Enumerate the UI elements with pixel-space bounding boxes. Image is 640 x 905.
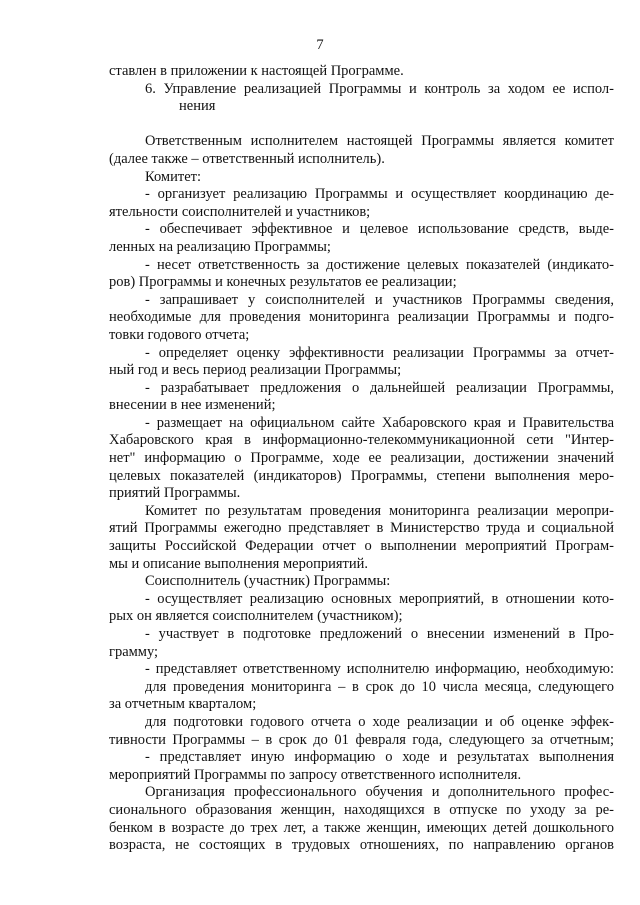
text-line: целевых показателей (индикаторов) Программы, степени выполнения меро- [109,467,614,484]
text-line: необходимые для проведения мониторинга реализации Программы и подго- [109,309,614,326]
text-line: для подготовки годового отчета о ходе реализации и об оценке эффек- [145,713,614,730]
text-line: - участвует в подготовке предложений о внесении изменений в Про- [145,626,614,642]
text-line: тивности Программы – в срок до 01 февраля года, следующего за отчетным; [109,731,614,748]
text-line: - представляет иную информацию о ходе и результатах выполнения [145,749,614,766]
text-line: мы и описание выполнения мероприятий. [109,555,369,572]
text-line: - обеспечивает эффективное и целевое использование средств, выде- [145,221,614,238]
text-line: грамму; [109,643,159,660]
text-line: 6. Управление реализацией Программы и контроль за ходом ее испол- [145,80,614,97]
text-line: - представляет ответственному исполнителю информацию, необходимую: [145,661,614,678]
document-body [109,63,614,855]
text-line: ленных на реализацию Программы; [109,238,331,255]
text-line: ров) Программы и конечных результатов ее реализации; [109,274,457,291]
text-line: Организация профессионального обучения и дополнительного профес- [145,784,614,801]
text-line: для проведения мониторинга – в срок до 10 числа месяца, следующего [145,678,614,695]
text-line: ятий Программы ежегодно представляет в Министерство труда и социальной [109,520,614,537]
text-line: Комитет: [145,168,201,185]
text-line: - запрашивает у соисполнителей и участников Программы сведения, [145,291,614,308]
text-line: - осуществляет реализацию основных мероприятий, в отношении кото- [145,590,614,607]
text-line: ставлен в приложении к настоящей Программе. [109,63,404,79]
text-line [109,116,614,134]
text-line: Соисполнитель (участник) Программы: [145,573,391,590]
text-line: возраста, не состоящих в трудовых отношениях, по направлению органов [109,837,614,854]
text-line: - разрабатывает предложения о дальнейшей реализации Программы, [145,379,614,396]
text-line: мероприятий Программы по запросу ответственного исполнителя. [109,766,522,783]
text-line: нения [179,98,216,115]
text-line: сионального образования женщин, находящихся в отпуске по уходу за ре- [109,801,614,818]
text-line: Комитет по результатам проведения мониторинга реализации меропри- [145,502,614,519]
text-line: товки годового отчета; [109,326,250,343]
text-line: - организует реализацию Программы и осуществляет координацию де- [145,186,614,203]
text-line: защиты Российской Федерации отчет о выполнении мероприятий Програм- [109,538,614,555]
text-line: - определяет оценку эффективности реализации Программы за отчет- [145,344,614,361]
text-line: (далее также – ответственный исполнитель). [109,150,385,167]
text-line: ный год и весь период реализации Программы; [109,362,402,379]
text-line: - несет ответственность за достижение целевых показателей (индикато- [145,256,614,273]
text-line: внесении в нее изменений; [109,397,276,414]
text-line: за отчетным кварталом; [109,696,257,713]
text-line: нет" информацию о Программе, ходе ее реализации, достижении значений [109,450,614,467]
text-line: ятельности соисполнителей и участников; [109,203,371,220]
text-line: Хабаровского края в информационно-телекоммуникационной сети "Интер- [109,432,614,449]
page-number: 7 [316,37,324,53]
text-line: - размещает на официальном сайте Хабаровского края и Правительства [145,414,614,431]
text-line: бенком в возрасте до трех лет, а также женщин, имеющих детей дошкольного [109,819,614,836]
text-line: Ответственным исполнителем настоящей Программы является комитет [145,133,614,150]
text-line: приятий Программы. [109,485,241,502]
text-line: рых он является соисполнителем (участником); [109,608,403,625]
